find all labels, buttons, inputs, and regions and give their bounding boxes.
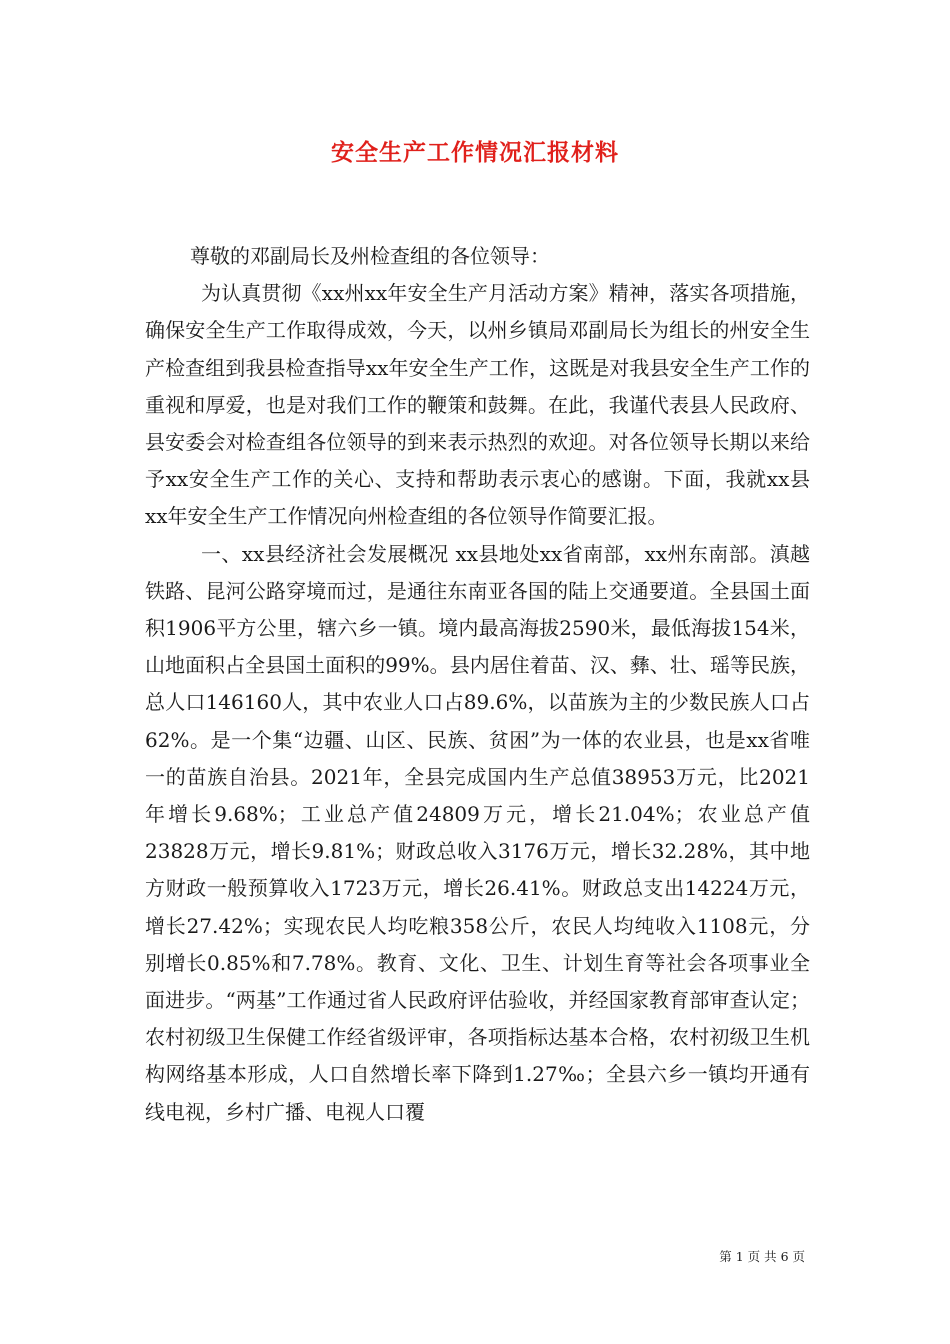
- page-number-footer: 第 1 页 共 6 页: [719, 1249, 805, 1264]
- document-body: [145, 238, 810, 1131]
- paragraph-intro: 为认真贯彻《xx州xx年安全生产月活动方案》精神，落实各项措施，确保安全生产工作取得成效，今天，以州乡镇局邓副局长为组长的州安全生产检查组到我县检查指导xx年安全生产工作，这既是对我县安全生产工作的重视和厚爱，也是对我们工作的鞭策和鼓舞。在此，我谨代表县人民政府、县安委会对检查组各位领导的到来表示热烈的欢迎。对各位领导长期以来给予xx安全生产工作的关心、支持和帮助表示衷心的感谢。下面，我就xx县xx年安全生产工作情况向州检查组的各位领导作简要汇报。: [145, 281, 810, 529]
- salutation: 尊敬的邓副局长及州检查组的各位领导：: [190, 244, 550, 268]
- document-title: 安全生产工作情况汇报材料: [331, 139, 619, 166]
- paragraph-overview: 一、xx县经济社会发展概况 xx县地处xx省南部，xx州东南部。滇越铁路、昆河公路穿境而过，是通往东南亚各国的陆上交通要道。全县国土面积1906平方公里，辖六乡一镇。境内最高海拔2590米，最低海拔154米，山地面积占全县国土面积的99%。县内居住着苗、汉、彝、壮、瑶等民族，总人口146160人，其中农业人口占89.6%，以苗族为主的少数民族人口占62%。是一个集“边疆、山区、民族、贫困”为一体的农业县，也是xx省唯一的苗族自治县。2021年，全县完成国内生产总值38953万元，比2021年增长9.68%；工业总产值24809万元，增长21.04%；农业总产值23828万元，增长9.81%；财政总收入3176万元，增长32.28%，其中地方财政一般预算收入1723万元，增长26.41%。财政总支出14224万元，增长27.42%；实现农民人均吃粮358公斤，农民人均纯收入1108元，分别增长0.85%和7.78%。教育、文化、卫生、计划生育等社会各项事业全面进步。“两基”工作通过省人民政府评估验收，并经国家教育部审查认定；农村初级卫生保健工作经省级评审，各项指标达基本合格，农村初级卫生机构网络基本形成，人口自然增长率下降到1.27‰；全县六乡一镇均开通有线电视，乡村广播、电视人口覆: [145, 541, 810, 1124]
